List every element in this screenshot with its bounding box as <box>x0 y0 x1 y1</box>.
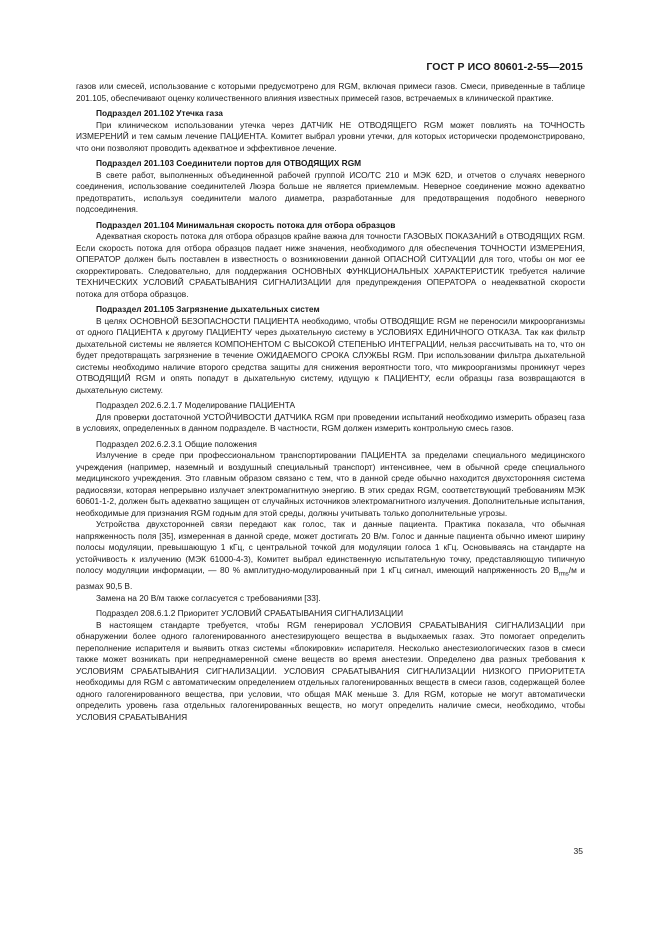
paragraph-port-connectors: В свете работ, выполненных объединенной рабочей группой ИСО/ТС 210 и МЭК 62D, и отчетов о случаях неверного соединения, использование соединителей Люэра больше не является приемлемым. Неверное соединение можно адекватно предотвратить, используя соединители малого диаметра, разработанные для предотвращения подобного неверного подсоединения. <box>76 169 585 214</box>
section-heading-201-102: Подраздел 201.102 Утечка газа <box>96 108 223 118</box>
section-heading-202-6-2-3-1: Подраздел 202.6.2.3.1 Общие положения <box>96 438 257 449</box>
document-body <box>76 81 585 723</box>
section-heading-202-6-2-1-7: Подраздел 202.6.2.1.7 Моделирование ПАЦИЕНТА <box>96 400 296 410</box>
paragraph-gas-leak: При клиническом использовании утечка через ДАТЧИК НЕ ОТВОДЯЩЕГО RGM может повлиять на ТОЧНОСТЬ ИЗМЕРЕНИЙ и тем самым лечение ПАЦИЕНТА. Комитет выбрал уровни утечки, для которых исторически продемонстрировано, что они позволяют проводить адекватное и эффективное лечение. <box>76 119 585 153</box>
radio-text-tail: /м и размах 90,5 В. <box>76 565 585 592</box>
paragraph-patient-simulation: Для проверки достаточной УСТОЙЧИВОСТИ ДАТЧИКА RGM при проведении испытаний необходимо измерить образец газа в условиях, определенных в данном подразделе. В частности, RGM должен измерить контрольную смесь газов. <box>76 411 585 433</box>
section-heading-201-104: Подраздел 201.104 Минимальная скорость потока для отбора образцов <box>96 219 396 230</box>
paragraph-continuation: газов или смесей, использование с которыми предусмотрено для RGM, включая примеси газов. Смеси, приведенные в таблице 201.105, обеспечивают оценку количественного влияния известных примесей газов, встречаемых в клинической практике. <box>76 81 585 103</box>
section-heading-201-105: Подраздел 201.105 Загрязнение дыхательных систем <box>96 304 320 314</box>
document-standard-id: ГОСТ Р ИСО 80601-2-55—2015 <box>426 61 583 73</box>
rms-subscript: rms <box>558 571 569 578</box>
paragraph-alarm-priority: В настоящем стандарте требуется, чтобы RGM генерировал УСЛОВИЯ СРАБАТЫВАНИЯ СИГНАЛИЗАЦИИ при обнаружении более одного галогенированного анестезирующего вещества в выдыхаемых газах. Это помогает определить переполнение испарителя и выявить отказ системы «блокировки» испарителя. Несколько анестезиологических газов в смеси также может возникать при непреднамеренной смене веществ во время анестезии. Определено два разных требования к УСЛОВИЯМ СРАБАТЫВАНИЯ СИГНАЛИЗАЦИИ. УСЛОВИЯ СРАБАТЫВАНИЯ СИГНАЛИЗАЦИИ НИЗКОГО ПРИОРИТЕТА необходимы для RGM с автоматическим определением отдельных галогенированных веществ в смеси газов, содержащей более одного галогенированного вещества, при условии, что общая МАК меньше 3. Для RGM, которые не могут автоматически определить уровень газа отдельных галогенированных веществ, но могут определить наличие смеси, необходимо, чтобы УСЛОВИЯ СРАБАТЫВАНИЯ <box>76 619 585 722</box>
section-heading-208-6-1-2: Подраздел 208.6.1.2 Приоритет УСЛОВИЙ СРАБАТЫВАНИЯ СИГНАЛИЗАЦИИ <box>96 608 404 619</box>
section-heading-201-103: Подраздел 201.103 Соединители портов для ОТВОДЯЩИХ RGM <box>96 158 362 168</box>
page-number: 35 <box>573 846 583 856</box>
paragraph-sampling-flow: Адекватная скорость потока для отбора образцов крайне важна для точности ГАЗОВЫХ ПОКАЗАНИЙ в ОТВОДЯЩИХ RGM. Если скорость потока для отбора образцов падает ниже значения, необходимого для обеспечения ТОЧНОСТИ ИЗМЕРЕНИЯ, ОПЕРАТОР должен быть поставлен в известность о возникновении данной ОПАСНОЙ СИТУАЦИИ для того, чтобы он мог ее скорректировать. Следовательно, для поддержания ОСНОВНЫХ ФУНКЦИОНАЛЬНЫХ ХАРАКТЕРИСТИК требуется наличие ТЕХНИЧЕСКИХ УСЛОВИЙ СРАБАТЫВАНИЯ СИГНАЛИЗАЦИИ для предупреждения ОПЕРАТОРА о неадекватной скорости потока для отбора образцов. <box>76 231 585 299</box>
paragraph-contamination: В целях ОСНОВНОЙ БЕЗОПАСНОСТИ ПАЦИЕНТА необходимо, чтобы ОТВОДЯЩИЕ RGM не переносили микроорганизмы от одного ПАЦИЕНТА к другому ПАЦИЕНТУ через дыхательную систему в УСЛОВИЯХ ЕДИНИЧНОГО ОТКАЗА. Так как фильтр дыхательной системы не является КОМПОНЕНТОМ С ВЫСОКОЙ СТЕПЕНЬЮ ИНТЕГРАЦИИ, нельзя рассчитывать на то, что он будет предотвращать загрязнение в течение ОЖИДАЕМОГО СРОКА СЛУЖБЫ RGM. При использовании фильтра дыхательной системы необходимо наличие второго средства защиты для снижения вероятности того, что микроорганизмы проникнут через ОТВОДЯЩИЙ RGM и опять попадут в дыхательную систему, идущую к ПАЦИЕНТУ, если образцы газа возвращаются в дыхательную систему. <box>76 315 585 395</box>
radio-text-main: Устройства двухсторонней связи передают как голос, так и данные пациента. Практика показала, что обычная напряженность поля [35], измеренная в данной среде, может достигать 20 В/м. Голос и данные пациента обычно имеют ширину полосы модуляции, превышающую 1 кГц, с центральной точкой для модуляции голоса 1 кГц. Основываясь на стандарте на устойчивость к излучению (МЭК 61000-4-3), Комитет выбрал единственную испытательную точку, представляющую типичную полосу модуляции информации, — 80 % амплитудно-модулированный при 1 кГц сигнал, имеющий напряженность 20 В <box>76 519 585 575</box>
paragraph-two-way-radio <box>76 519 585 593</box>
paragraph-radiation-environment: Излучение в среде при профессиональном транспортировании ПАЦИЕНТА за пределами специального медицинского учреждения (например, наземный и воздушный специальный транспорт) интенсивнее, чем в обычной среде специального медицинского учреждения. Это главным образом связано с тем, что в данной среде обычно находится двухсторонняя система радиосвязи, которая непрерывно излучает электромагнитную энергию. В этих средах RGM, соответствующий требованиям МЭК 60601-1-2, должен быть адекватно защищен от случайных источников электромагнитного излучения. Дополнительные испытания, необходимые для признания RGM годным для этой среды, должны учитывать только дополнительные угрозы. <box>76 450 585 518</box>
paragraph-replacement-note: Замена на 20 В/м также согласуется с требованиями [33]. <box>96 592 321 603</box>
